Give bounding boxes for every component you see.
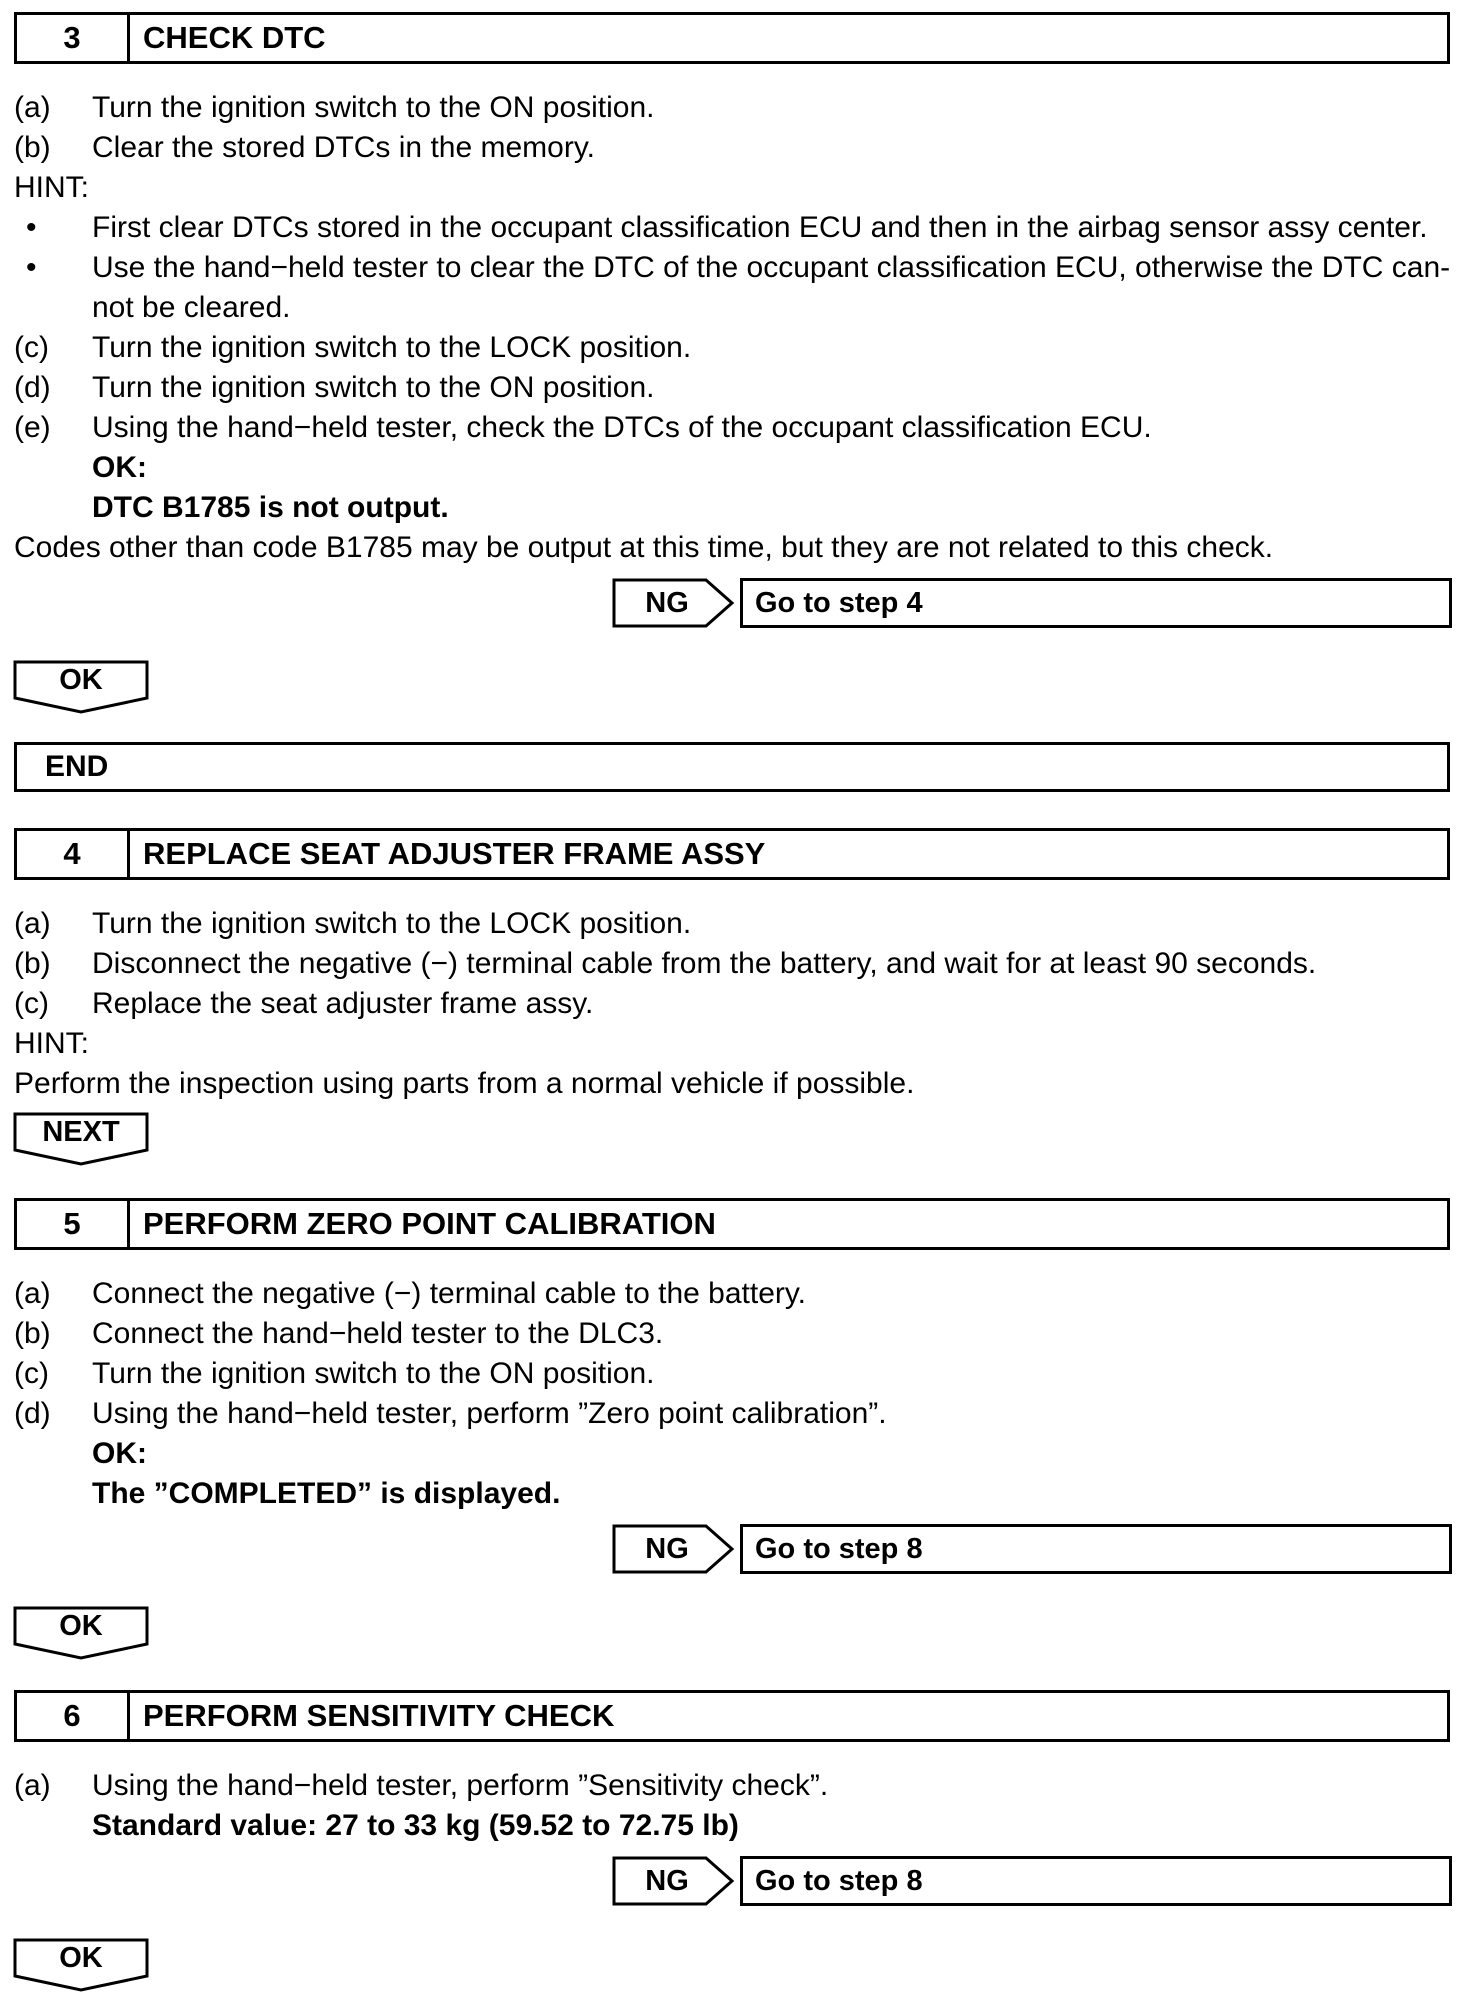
item-label: (a) xyxy=(14,1277,51,1310)
item-text: Turn the ignition switch to the ON position. xyxy=(92,1357,655,1390)
hint-text: Perform the inspection using parts from a normal vehicle if possible. xyxy=(14,1067,915,1100)
item-text: Turn the ignition switch to the ON position. xyxy=(92,91,655,124)
step-title: PERFORM SENSITIVITY CHECK xyxy=(143,1698,615,1733)
item-label: (b) xyxy=(14,947,51,980)
ng-branch xyxy=(612,1524,1452,1574)
step-5-header xyxy=(14,1198,1450,1250)
item-text: Using the hand−held tester, check the DTCs of the occupant classification ECU. xyxy=(92,411,1152,444)
ok-tag xyxy=(13,1606,149,1662)
goto-step-link[interactable] xyxy=(740,1524,1452,1574)
bullet-text-cont: not be cleared. xyxy=(92,291,291,324)
bullet-symbol: • xyxy=(26,251,37,284)
bullet-text: First clear DTCs stored in the occupant classification ECU and then in the airbag sensor assy center. xyxy=(92,211,1428,244)
item-text: Using the hand−held tester, perform ”Sensitivity check”. xyxy=(92,1769,829,1802)
item-label: (e) xyxy=(14,411,51,444)
ok-label: OK: xyxy=(92,451,147,484)
next-tag xyxy=(13,1112,149,1168)
ng-label: NG xyxy=(645,1865,689,1897)
goto-step-link[interactable] xyxy=(740,578,1452,628)
item-label: (b) xyxy=(14,131,51,164)
step-3-header xyxy=(14,12,1450,64)
ng-label: NG xyxy=(645,587,689,619)
step-number: 3 xyxy=(17,15,130,61)
item-label: (d) xyxy=(14,1397,51,1430)
item-text: Turn the ignition switch to the LOCK position. xyxy=(92,331,692,364)
ok-tag xyxy=(13,660,149,716)
goto-step-link[interactable] xyxy=(740,1856,1452,1906)
ng-branch xyxy=(612,1856,1452,1906)
item-label: (c) xyxy=(14,987,49,1020)
step-title: CHECK DTC xyxy=(143,20,326,55)
item-text: Replace the seat adjuster frame assy. xyxy=(92,987,594,1020)
item-label: (d) xyxy=(14,371,51,404)
ok-value: DTC B1785 is not output. xyxy=(92,491,449,524)
bullet-symbol: • xyxy=(26,211,37,244)
item-label: (a) xyxy=(14,1769,51,1802)
note-text: Codes other than code B1785 may be output at this time, but they are not related to this check. xyxy=(14,531,1274,564)
ng-branch xyxy=(612,578,1452,628)
item-label: (c) xyxy=(14,1357,49,1390)
item-text: Connect the hand−held tester to the DLC3. xyxy=(92,1317,664,1350)
ok-value: The ”COMPLETED” is displayed. xyxy=(92,1477,561,1510)
step-title: REPLACE SEAT ADJUSTER FRAME ASSY xyxy=(143,836,766,871)
standard-value: Standard value: 27 to 33 kg (59.52 to 72.75 lb) xyxy=(92,1809,739,1842)
item-text: Clear the stored DTCs in the memory. xyxy=(92,131,595,164)
end-label: END xyxy=(45,750,109,783)
ok-tag xyxy=(13,1938,149,1994)
item-text: Using the hand−held tester, perform ”Zero point calibration”. xyxy=(92,1397,887,1430)
item-text: Turn the ignition switch to the ON position. xyxy=(92,371,655,404)
goto-step-text: Go to step 4 xyxy=(755,587,923,619)
item-text: Disconnect the negative (−) terminal cable from the battery, and wait for at least 90 seconds. xyxy=(92,947,1317,980)
ok-label: OK: xyxy=(92,1437,147,1470)
item-text: Connect the negative (−) terminal cable to the battery. xyxy=(92,1277,807,1310)
step-number: 4 xyxy=(17,831,130,877)
step-6-header xyxy=(14,1690,1450,1742)
ok-tag-label: OK xyxy=(59,664,103,696)
end-box xyxy=(14,742,1450,792)
step-title: PERFORM ZERO POINT CALIBRATION xyxy=(143,1206,716,1241)
ng-label: NG xyxy=(645,1533,689,1565)
next-tag-label: NEXT xyxy=(42,1116,120,1148)
bullet-text: Use the hand−held tester to clear the DTC of the occupant classification ECU, otherwise the DTC can- xyxy=(92,251,1451,284)
item-label: (a) xyxy=(14,907,51,940)
hint-label: HINT: xyxy=(14,171,89,204)
ok-tag-label: OK xyxy=(59,1610,103,1642)
step-number: 5 xyxy=(17,1201,130,1247)
item-label: (b) xyxy=(14,1317,51,1350)
item-text: Turn the ignition switch to the LOCK position. xyxy=(92,907,692,940)
item-label: (c) xyxy=(14,331,49,364)
item-label: (a) xyxy=(14,91,51,124)
step-4-header xyxy=(14,828,1450,880)
step-number: 6 xyxy=(17,1693,130,1739)
goto-step-text: Go to step 8 xyxy=(755,1533,923,1565)
goto-step-text: Go to step 8 xyxy=(755,1865,923,1897)
hint-label: HINT: xyxy=(14,1027,89,1060)
ok-tag-label: OK xyxy=(59,1942,103,1974)
